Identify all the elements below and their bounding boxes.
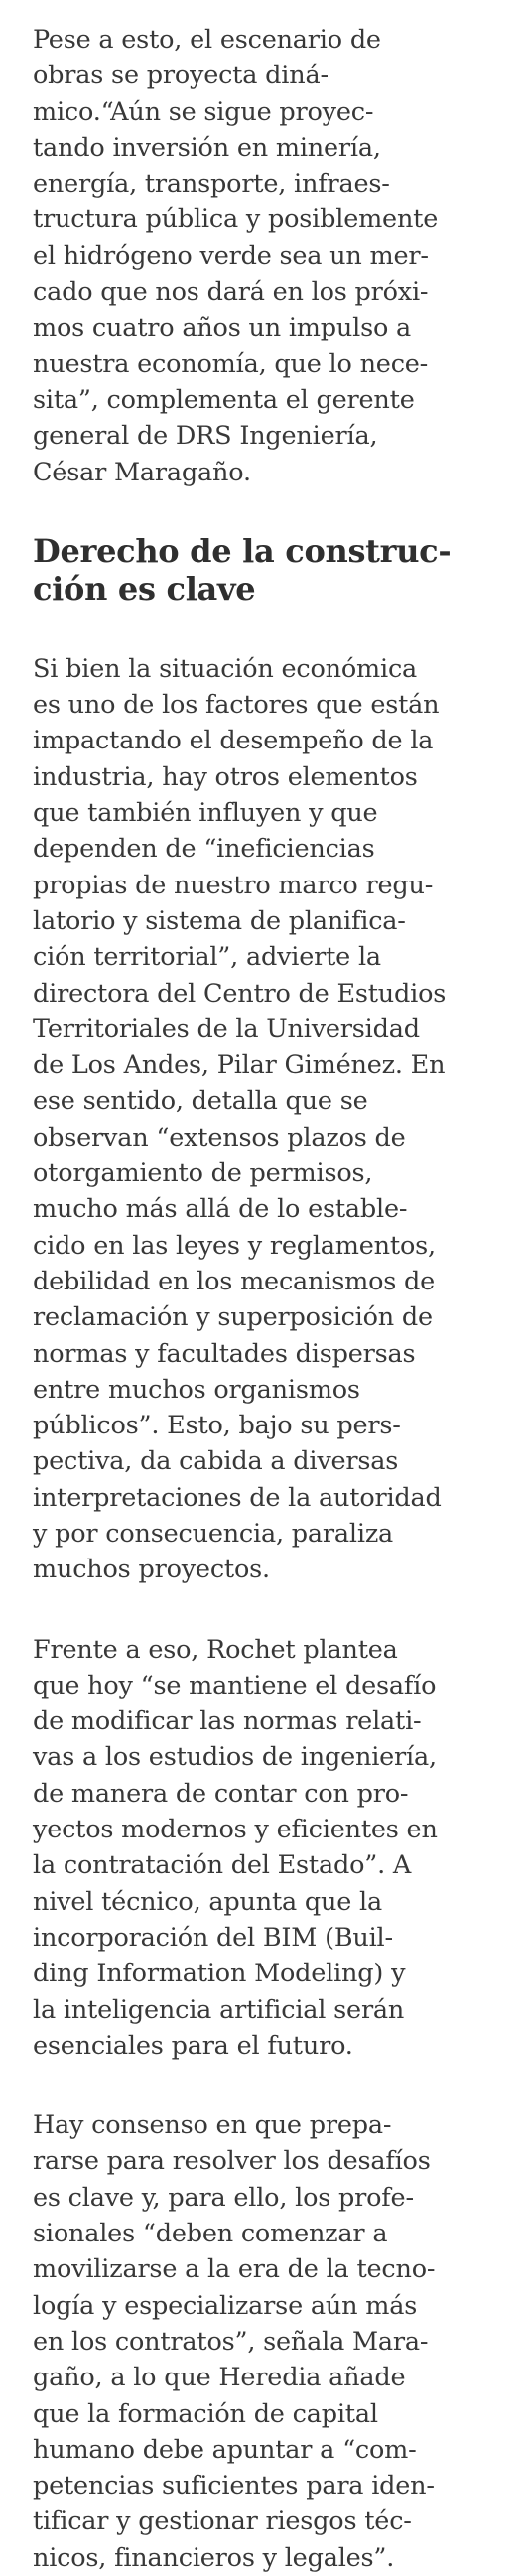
heading-line: Derecho de la construc- [33,531,452,570]
text-line: sita”, complementa el gerente [33,384,415,415]
text-line: de manera de contar con pro- [33,1778,409,1809]
text-line: general de DRS Ingeniería, [33,421,378,452]
text-line: el hidrógeno verde sea un mer- [33,240,429,271]
text-line: impactando el desempeño de la [33,726,434,756]
text-line: ción territorial”, advierte la [33,942,381,973]
text-line: ding Information Modeling) y [33,1959,406,1989]
text-line: nivel técnico, apunta que la [33,1886,383,1917]
paragraph [33,1632,498,2065]
text-line: que también influyen y que [33,798,378,829]
text-line: mos cuatro años un impulso a [33,313,412,343]
text-line: energía, transporte, infraes- [33,169,390,200]
text-line: gaño, a lo que Heredia añade [33,2363,406,2393]
heading-line: ción es clave [33,569,256,608]
text-line: tificar y gestionar riesgos téc- [33,2507,412,2537]
text-line: rarse para resolver los desafíos [33,2146,431,2177]
text-line: incorporación del BIM (Buil- [33,1922,393,1953]
text-line: logía y especializarse aún más [33,2290,418,2321]
paragraph [33,2107,498,2576]
text-line: movilizarse a la era de la tecno- [33,2254,436,2285]
text-line: obras se proyecta diná- [33,61,329,91]
text-line: otorgamiento de permisos, [33,1158,373,1189]
text-line: tando inversión en minería, [33,132,381,163]
paragraph [33,651,498,1588]
text-line: ese sentido, detalla que se [33,1086,368,1117]
text-line: la contratación del Estado”. A [33,1850,412,1881]
text-line: de Los Andes, Pilar Giménez. En [33,1050,446,1081]
text-line: Frente a eso, Rochet plantea [33,1634,398,1665]
text-line: de modificar las normas relati- [33,1706,422,1737]
text-line: directora del Centro de Estudios [33,978,447,1009]
text-line: Pese a esto, el escenario de [33,25,381,55]
text-line: observan “extensos plazos de [33,1122,406,1152]
text-line: públicos”. Esto, bajo su pers- [33,1411,401,1441]
text-line: latorio y sistema de planifica- [33,905,406,936]
text-line: Hay consenso en que prepa- [33,2110,392,2141]
text-line: César Maragaño. [33,457,251,487]
text-line: es uno de los factores que están [33,690,440,721]
text-line: la inteligencia artificial serán [33,1994,405,2025]
text-line: reclamación y superposición de [33,1302,433,1333]
text-line: interpretaciones de la autoridad [33,1482,442,1513]
text-line: que hoy “se mantiene el desafío [33,1670,437,1700]
text-line: mico.“Aún se sigue proyec- [33,96,374,127]
text-line: entre muchos organismos [33,1374,360,1405]
text-line: cado que nos dará en los próxi- [33,277,429,308]
text-line: nicos, financieros y legales”. [33,2542,395,2573]
text-line: dependen de “ineficiencias [33,834,375,865]
text-line: en los contratos”, señala Mara- [33,2326,429,2357]
text-line: vas a los estudios de ingeniería, [33,1742,437,1773]
text-line: y por consecuencia, paraliza [33,1518,394,1549]
text-line: humano debe apuntar a “com- [33,2434,417,2465]
text-line: Si bien la situación económica [33,653,418,684]
text-line: nuestra economía, que lo nece- [33,348,429,379]
text-line: muchos proyectos. [33,1555,270,1585]
text-line: industria, hay otros elementos [33,761,418,792]
text-line: cido en las leyes y reglamentos, [33,1230,436,1261]
text-line: pectiva, da cabida a diversas [33,1446,399,1477]
text-line: sionales “deben comenzar a [33,2219,388,2249]
text-line: mucho más allá de lo estable- [33,1194,408,1225]
text-line: propias de nuestro marco regu- [33,870,434,900]
text-line: esenciales para el futuro. [33,2030,353,2061]
text-line: yectos modernos y eficientes en [33,1815,438,1845]
text-line: normas y facultades dispersas [33,1338,416,1369]
text-line: petencias suficientes para iden- [33,2471,435,2502]
paragraph [33,22,498,490]
text-line: Territoriales de la Universidad [33,1014,420,1044]
text-line: que la formación de capital [33,2398,378,2429]
text-line: es clave y, para ello, los profe- [33,2182,414,2213]
text-line: tructura pública y posiblemente [33,204,439,235]
section-heading [33,532,498,608]
text-line: debilidad en los mecanismos de [33,1266,436,1296]
